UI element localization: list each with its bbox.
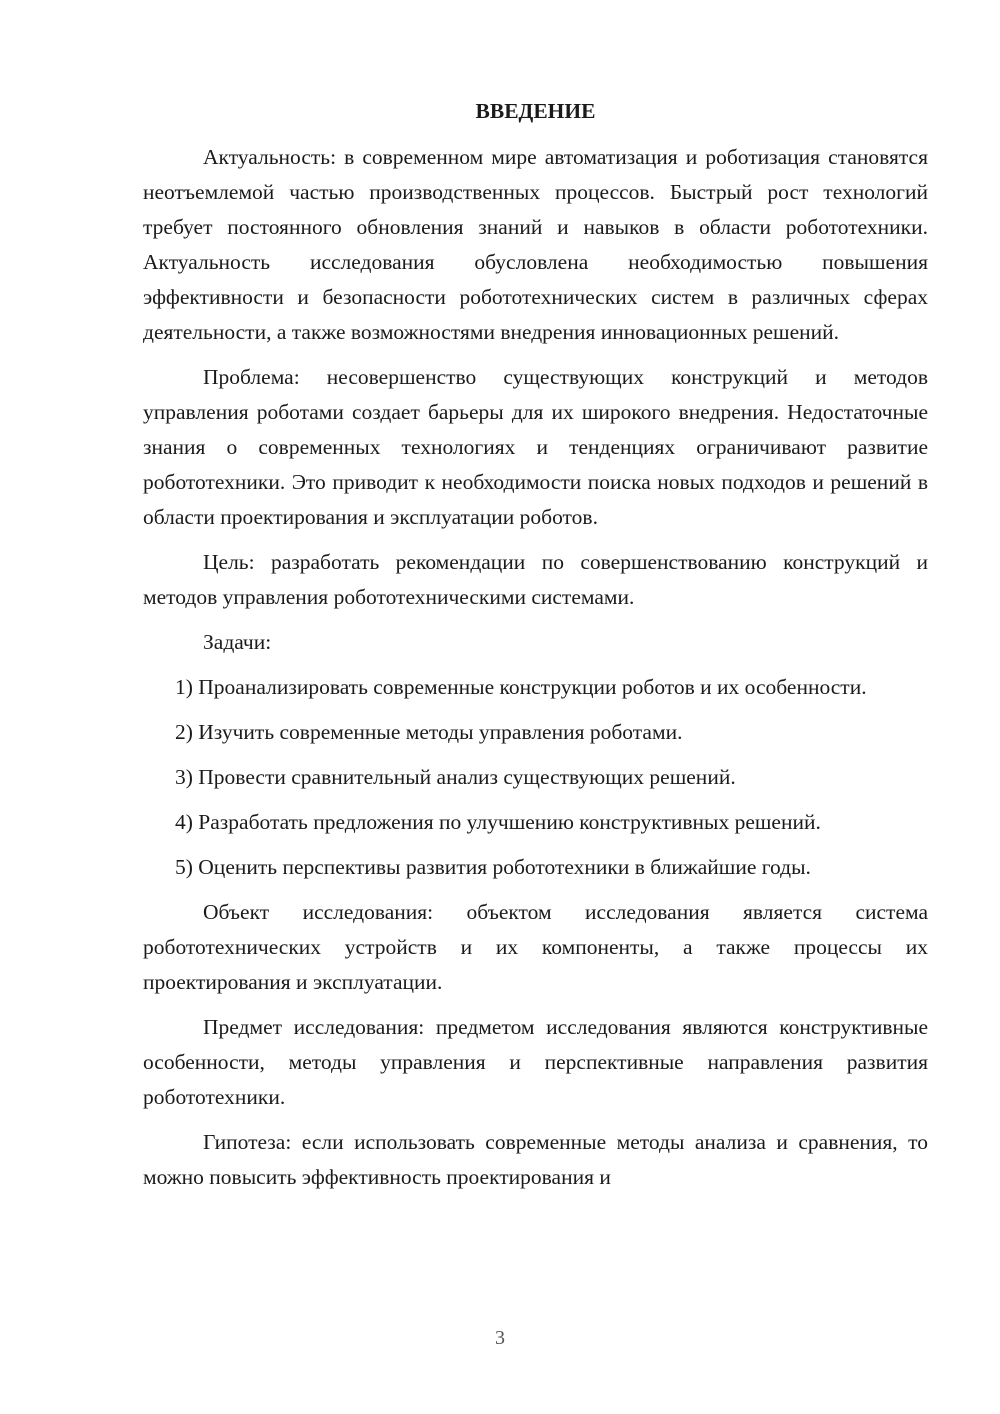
task-item: 5) Оценить перспективы развития робототехники в ближайшие годы. bbox=[175, 855, 811, 879]
paragraph-relevance: Актуальность: в современном мире автоматизация и роботизация становятся неотъемлемой частью производственных процессов. Быстрый рост технологий требует постоянного обновления знаний и навыков в области робототехники. Актуальность исследования обусловлена необходимостью повышения эффективности и безопасности робототехнических систем в различных сферах деятельности, а также возможностями внедрения инновационных решений. bbox=[143, 145, 928, 344]
section-title: ВВЕДЕНИЕ bbox=[475, 99, 596, 123]
paragraph-object: Объект исследования: объектом исследования является система робототехнических устройств и их компоненты, а также процессы их проектирования и эксплуатации. bbox=[143, 900, 928, 994]
paragraph-subject: Предмет исследования: предметом исследования являются конструктивные особенности, методы управления и перспективные направления развития робототехники. bbox=[143, 1015, 928, 1109]
task-item: 2) Изучить современные методы управления роботами. bbox=[175, 720, 683, 744]
page-number: 3 bbox=[495, 1327, 505, 1349]
task-item: 1) Проанализировать современные конструкции роботов и их особенности. bbox=[175, 675, 867, 699]
task-item: 3) Провести сравнительный анализ существующих решений. bbox=[175, 765, 736, 789]
paragraph-goal: Цель: разработать рекомендации по совершенствованию конструкций и методов управления робототехническими системами. bbox=[143, 550, 928, 609]
paragraph-tasks-heading: Задачи: bbox=[203, 630, 272, 654]
document-page bbox=[143, 96, 928, 1205]
paragraph-problem: Проблема: несовершенство существующих конструкций и методов управления роботами создает барьеры для их широкого внедрения. Недостаточные знания о современных технологиях и тенденциях ограничивают развитие робототехники. Это приводит к необходимости поиска новых подходов и решений в области проектирования и эксплуатации роботов. bbox=[143, 365, 928, 529]
paragraph-hypothesis: Гипотеза: если использовать современные методы анализа и сравнения, то можно повысить эффективность проектирования и bbox=[143, 1130, 928, 1189]
task-item: 4) Разработать предложения по улучшению конструктивных решений. bbox=[175, 810, 821, 834]
